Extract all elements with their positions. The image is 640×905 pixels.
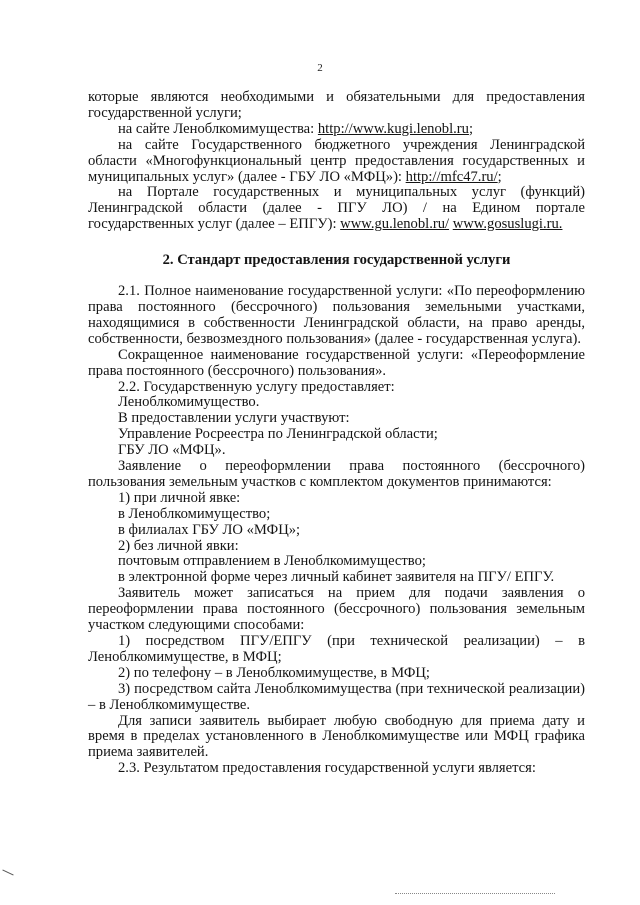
list-item: 1) посредством ПГУ/ЕПГУ (при технической реализации) – в Леноблкомимуществе, в МФЦ; — [88, 633, 585, 665]
short-name-paragraph: Сокращенное наименование государственной услуги: «Переоформление права постоянного (бессрочного) пользования». — [88, 346, 585, 379]
portal-line — [88, 185, 585, 233]
participants-heading: В предоставлении услуги участвуют: — [118, 410, 350, 427]
page-number: 2 — [317, 62, 323, 74]
list-item: 3) посредством сайта Леноблкомимущества (при технической реализации) – в Леноблкомимуществе. — [88, 680, 585, 713]
list-item: 2) по телефону – в Леноблкомимуществе, в МФЦ; — [118, 664, 430, 681]
mfc-prefix: на сайте Государственного бюджетного учреждения Ленинградской области «Многофункциональный центр предоставления государственных и муниципальных услуг» (далее - ГБУ ЛО «МФЦ»): — [88, 136, 585, 185]
section-heading: 2. Стандарт предоставления государственной услуги — [162, 252, 511, 269]
appointment-paragraph: Заявитель может записаться на прием для подачи заявления о переоформлении права постоянного (бессрочного) пользования земельным участком следующими способами: — [88, 585, 585, 634]
list-item: в электронной форме через личный кабинет заявителя на ПГУ/ ЕПГУ. — [118, 569, 555, 586]
list-item: в Леноблкомимущество; — [118, 505, 271, 522]
schedule-paragraph: Для записи заявитель выбирает любую свободную для приема дату и время в пределах установленного в Леноблкомимуществе или МФЦ графика приема заявителей. — [88, 712, 585, 761]
portal-prefix: на Портале государственных и муниципальных услуг (функций) Ленинградской области (далее - ПГУ ЛО) / на Едином портале государственных услуг (далее – ЕПГУ): — [88, 184, 585, 233]
kugi-site-line — [88, 122, 585, 138]
mfc-site-line — [88, 138, 585, 186]
scan-bottom-dots — [395, 893, 555, 894]
kugi-prefix: на сайте Леноблкомимущества: — [118, 120, 318, 137]
participant-rosreestr: Управление Росреестра по Ленинградской области; — [118, 426, 438, 443]
document-body — [88, 90, 585, 777]
list-item: 1) при личной явке: — [118, 489, 241, 506]
mfc-suffix: ; — [497, 168, 502, 185]
intro-line: которые являются необходимыми и обязательными для предоставления государственной услуги; — [88, 89, 585, 121]
provider-line: Леноблкомимущество. — [118, 394, 260, 411]
participant-mfc: ГБУ ЛО «МФЦ». — [118, 442, 226, 459]
gosuslugi-link[interactable]: www.gosuslugi.ru. — [452, 216, 563, 233]
list-item: 2) без личной явки: — [118, 537, 239, 554]
kugi-suffix: ; — [468, 120, 473, 137]
mfc-link[interactable]: http://mfc47.ru/ — [405, 168, 498, 185]
kugi-link[interactable]: http://www.kugi.lenobl.ru — [317, 120, 469, 137]
paragraph-2-3: 2.3. Результатом предоставления государственной услуги является: — [118, 760, 536, 777]
gu-lenobl-link[interactable]: www.gu.lenobl.ru/ — [340, 216, 450, 233]
paragraph-2-2: 2.2. Государственную услугу предоставляет: — [118, 378, 395, 395]
list-item: почтовым отправлением в Леноблкомимущество; — [118, 553, 426, 570]
scan-edge-mark — [2, 870, 13, 876]
list-item: в филиалах ГБУ ЛО «МФЦ»; — [118, 521, 301, 538]
application-intake-paragraph: Заявление о переоформлении права постоянного (бессрочного) пользования земельным участков с комплектом документов принимаются: — [88, 458, 585, 490]
paragraph-2-1: 2.1. Полное наименование государственной услуги: «По переоформлению права постоянного (бессрочного) пользования земельными участками, находящимися в собственности Ленинградской области, на право аренды, собственности, безвозмездного пользования» (далее - государственная услуга). — [88, 283, 585, 347]
